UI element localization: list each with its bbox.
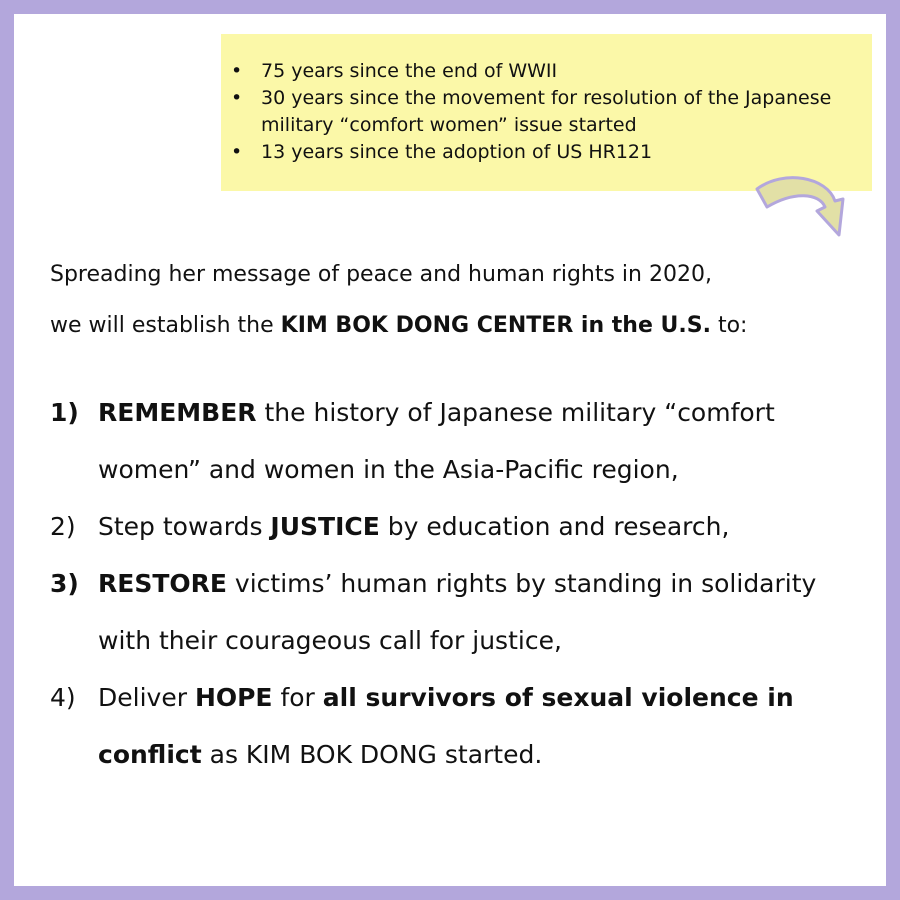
milestone-item [231,85,852,139]
curved-arrow-icon [739,159,864,249]
center-name: KIM BOK DONG CENTER in the U.S. [280,313,711,338]
goal-text: victims’ human rights by standing in solidarity with their courageous call for justice, [98,569,817,655]
goal-item [50,384,870,498]
milestones-list [221,58,852,166]
goal-number: 4) [50,683,76,712]
goal-text: by education and research, [379,512,730,541]
goal-number: 3) [50,569,79,598]
intro-paragraph [50,249,870,351]
goal-number: 2) [50,512,76,541]
goal-number: 1) [50,398,79,427]
goal-keyword: REMEMBER [98,398,257,427]
goal-text: the history of Japanese military “comfort women” and women in the Asia-Pacific region, [98,398,775,484]
intro-line-2-pre: we will establish the [50,313,281,338]
goal-keyword: JUSTICE [270,512,380,541]
goal-text: for [272,683,323,712]
intro-line-2 [50,300,870,351]
goal-keyword: RESTORE [98,569,227,598]
bullet-icon: • [231,60,243,82]
goal-text: Step towards [98,512,271,541]
milestone-text: 30 years since the movement for resolution of the Japanese military “comfort women” issue started [261,87,832,136]
goal-text: as KIM BOK DONG started. [201,740,543,769]
goal-text: Deliver [98,683,195,712]
bullet-icon: • [231,141,243,163]
milestone-text: 75 years since the end of WWII [261,60,558,82]
goal-item [50,555,870,669]
goal-keyword: all survivors of sexual violence in conflict [98,683,794,769]
goal-item [50,498,870,555]
milestone-text: 13 years since the adoption of US HR121 [261,141,653,163]
intro-line-2-post: to: [710,313,748,338]
goals-list [50,384,870,783]
goal-keyword: HOPE [194,683,273,712]
milestone-item [231,58,852,85]
goal-item [50,669,870,783]
bullet-icon: • [231,87,243,109]
intro-line-1: Spreading her message of peace and human rights in 2020, [50,262,712,287]
